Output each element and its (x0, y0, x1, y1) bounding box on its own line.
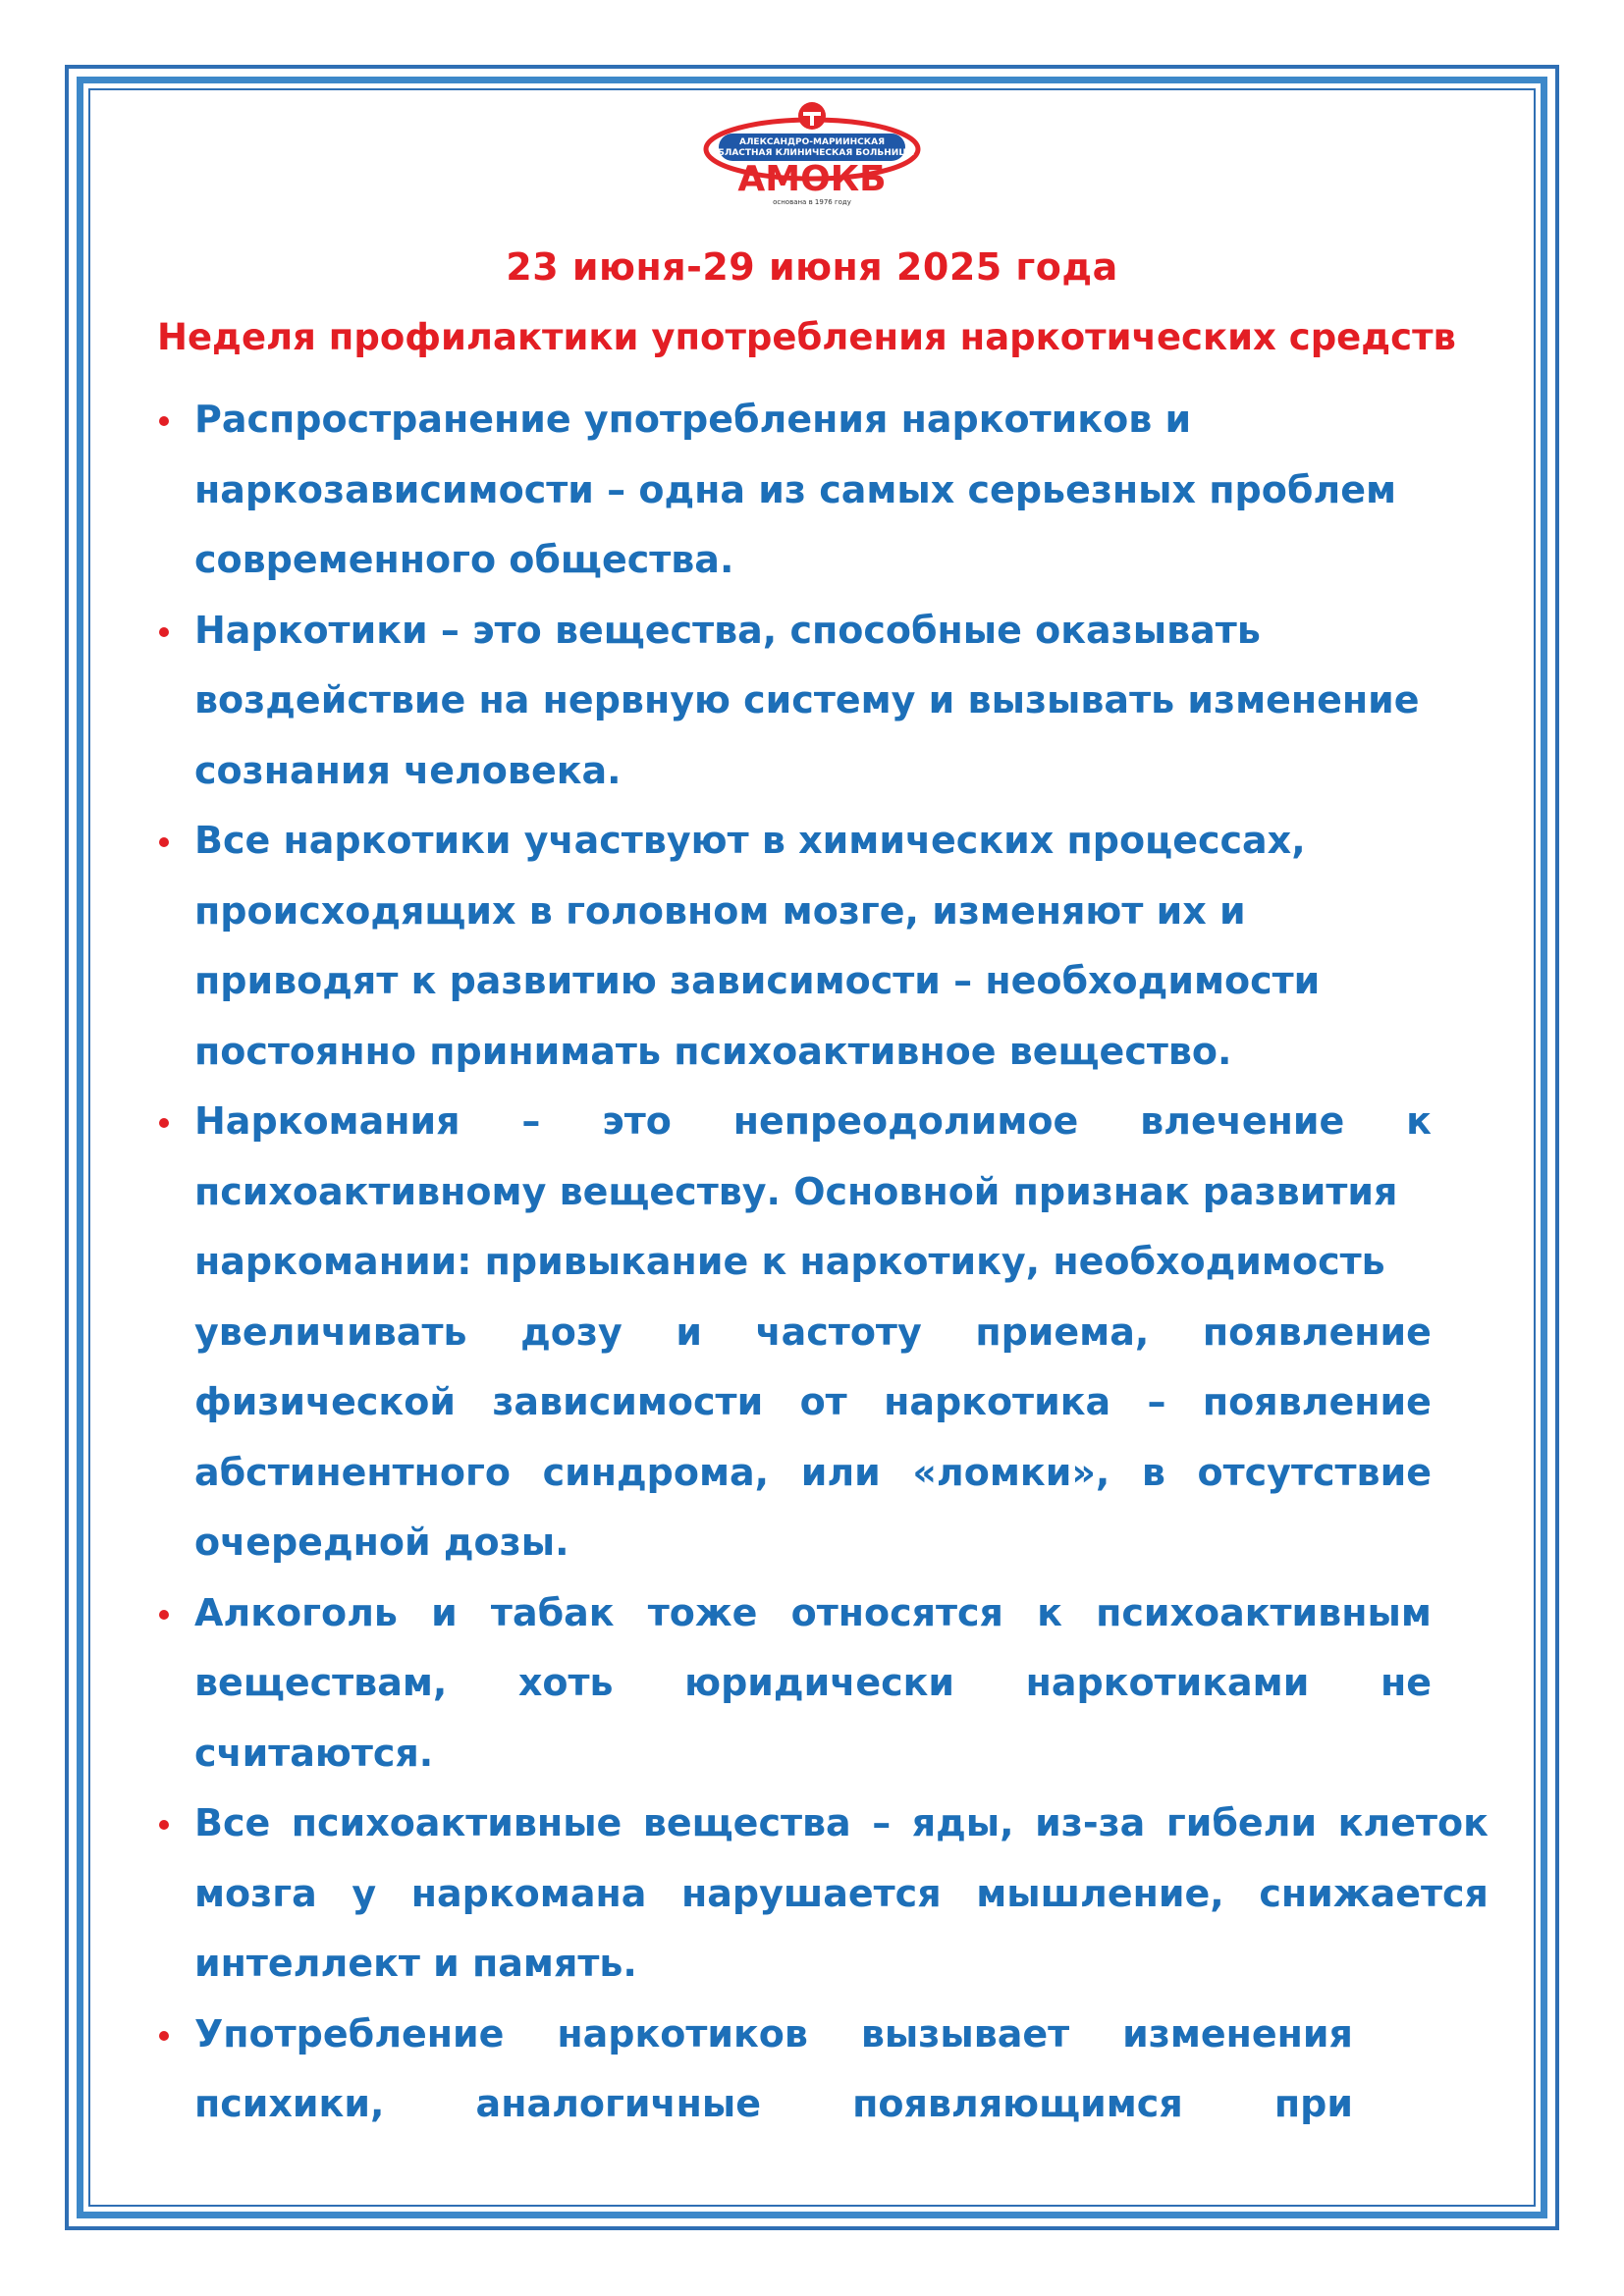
word: к (1037, 1590, 1062, 1634)
list-item (155, 2000, 1490, 2140)
word: дозу (520, 1309, 623, 1354)
word: юридически (684, 1661, 955, 1704)
list-item-line: Все наркотики участвуют в химических процессах, (194, 819, 1306, 862)
word: в (1141, 1450, 1165, 1494)
list-item-line: сознания человека. (194, 748, 622, 792)
bullet-icon (159, 1118, 169, 1128)
list-item-line: считаются. (194, 1731, 434, 1775)
word: зависимости (492, 1380, 764, 1423)
list-item-line (194, 2000, 1353, 2070)
word: не (1380, 1661, 1432, 1704)
word: мозга (194, 1871, 317, 1915)
word: наркотиками (1025, 1661, 1310, 1704)
word: частоту (755, 1309, 922, 1354)
word: Все (194, 1801, 271, 1844)
list-item-line: воздействие на нервную систему и вызывать изменение (194, 678, 1420, 721)
list-item-line (194, 1087, 1432, 1157)
word: нарушается (681, 1871, 942, 1915)
list-item-line: современного общества. (194, 538, 734, 581)
list-item-line: Распространение употребления наркотиков и (194, 398, 1192, 441)
word: аналогичные (475, 2082, 761, 2125)
hospital-logo (699, 98, 925, 216)
word: «ломки», (912, 1450, 1110, 1494)
word: непреодолимое (732, 1099, 1079, 1143)
word: физической (194, 1380, 456, 1423)
word: Наркомания (194, 1099, 460, 1143)
word: – (521, 1099, 541, 1143)
word: веществам, (194, 1661, 448, 1704)
list-item (155, 1578, 1490, 1789)
word: хоть (517, 1661, 614, 1704)
word: появляющимся (852, 2082, 1183, 2125)
bullet-list (155, 385, 1490, 2140)
bullet-icon (159, 1820, 169, 1830)
word: относятся (790, 1590, 1003, 1634)
event-date: 23 июня-29 июня 2025 года (506, 245, 1118, 289)
word: и (676, 1309, 702, 1354)
list-item (155, 1087, 1490, 1578)
list-item-line: очередной дозы. (194, 1521, 569, 1564)
word: психики, (194, 2082, 385, 2125)
bullet-icon (159, 627, 169, 637)
word: табак (490, 1590, 615, 1634)
word: гибели (1165, 1801, 1318, 1844)
word: яды, (911, 1801, 1014, 1844)
logo-text-line-1: АЛЕКСАНДРО-МАРИИНСКАЯ (738, 137, 886, 147)
list-item-line (194, 1789, 1489, 1859)
word: от (799, 1380, 847, 1423)
word: к (1406, 1099, 1432, 1143)
word: приема, (975, 1309, 1150, 1354)
list-item-line (194, 1438, 1432, 1509)
word: тоже (647, 1590, 758, 1634)
word: это (602, 1099, 672, 1143)
list-item-line (194, 1859, 1489, 1930)
logo-subtitle: основана в 1976 году (773, 198, 851, 206)
list-item (155, 806, 1490, 1087)
word: – (872, 1801, 892, 1844)
list-item-line (194, 1578, 1432, 1649)
logo-text-line-2: ОБЛАСТНАЯ КЛИНИЧЕСКАЯ БОЛЬНИЦА (710, 148, 914, 158)
word: – (1147, 1380, 1166, 1423)
word: клеток (1337, 1801, 1489, 1844)
word: наркотика (884, 1380, 1111, 1423)
word: вызывает (860, 2011, 1070, 2056)
bullet-icon (159, 837, 169, 847)
word: из-за (1035, 1801, 1146, 1844)
logo-wordmark: АМОКБ (737, 159, 887, 199)
list-item-line (194, 1648, 1432, 1719)
word: изменения (1122, 2011, 1353, 2056)
word: отсутствие (1197, 1450, 1432, 1494)
word: Алкоголь (194, 1590, 398, 1634)
word: Употребление (194, 2011, 505, 2056)
list-item-line: психоактивному веществу. Основной признак развития (194, 1169, 1398, 1213)
word: психоактивные (291, 1801, 623, 1844)
list-item-line: наркомании: привыкание к наркотику, необходимость (194, 1240, 1385, 1283)
page-title: Неделя профилактики употребления наркотических средств (157, 316, 1456, 358)
list-item-line (194, 1298, 1432, 1368)
bullet-icon (159, 1610, 169, 1620)
list-item (155, 1789, 1490, 2000)
word: синдрома, (542, 1450, 770, 1494)
bullet-icon (159, 416, 169, 426)
word: наркомана (410, 1871, 647, 1915)
word: мышление, (976, 1871, 1224, 1915)
list-item-line: приводят к развитию зависимости – необходимости (194, 959, 1321, 1002)
list-item-line (194, 2069, 1353, 2140)
word: при (1273, 2082, 1353, 2125)
word: абстинентного (194, 1450, 511, 1494)
list-item-line: интеллект и память. (194, 1942, 637, 1985)
list-item-line: наркозависимости – одна из самых серьезных проблем (194, 467, 1397, 511)
bullet-icon (159, 2031, 169, 2041)
word: или (800, 1450, 881, 1494)
list-item (155, 385, 1490, 596)
word: снижается (1259, 1871, 1489, 1915)
word: психоактивным (1096, 1590, 1432, 1634)
list-item (155, 596, 1490, 807)
word: вещества (642, 1801, 851, 1844)
word: появление (1202, 1309, 1432, 1354)
word: влечение (1140, 1099, 1345, 1143)
list-item-line: Наркотики – это вещества, способные оказывать (194, 608, 1261, 652)
word: наркотиков (557, 2011, 808, 2056)
list-item-line (194, 1367, 1432, 1438)
list-item-line: происходящих в головном мозге, изменяют их и (194, 888, 1246, 933)
word: появление (1202, 1380, 1432, 1423)
list-item-line: постоянно принимать психоактивное вещество. (194, 1029, 1232, 1073)
word: у (352, 1871, 377, 1915)
word: увеличивать (194, 1309, 467, 1354)
word: и (431, 1590, 458, 1634)
